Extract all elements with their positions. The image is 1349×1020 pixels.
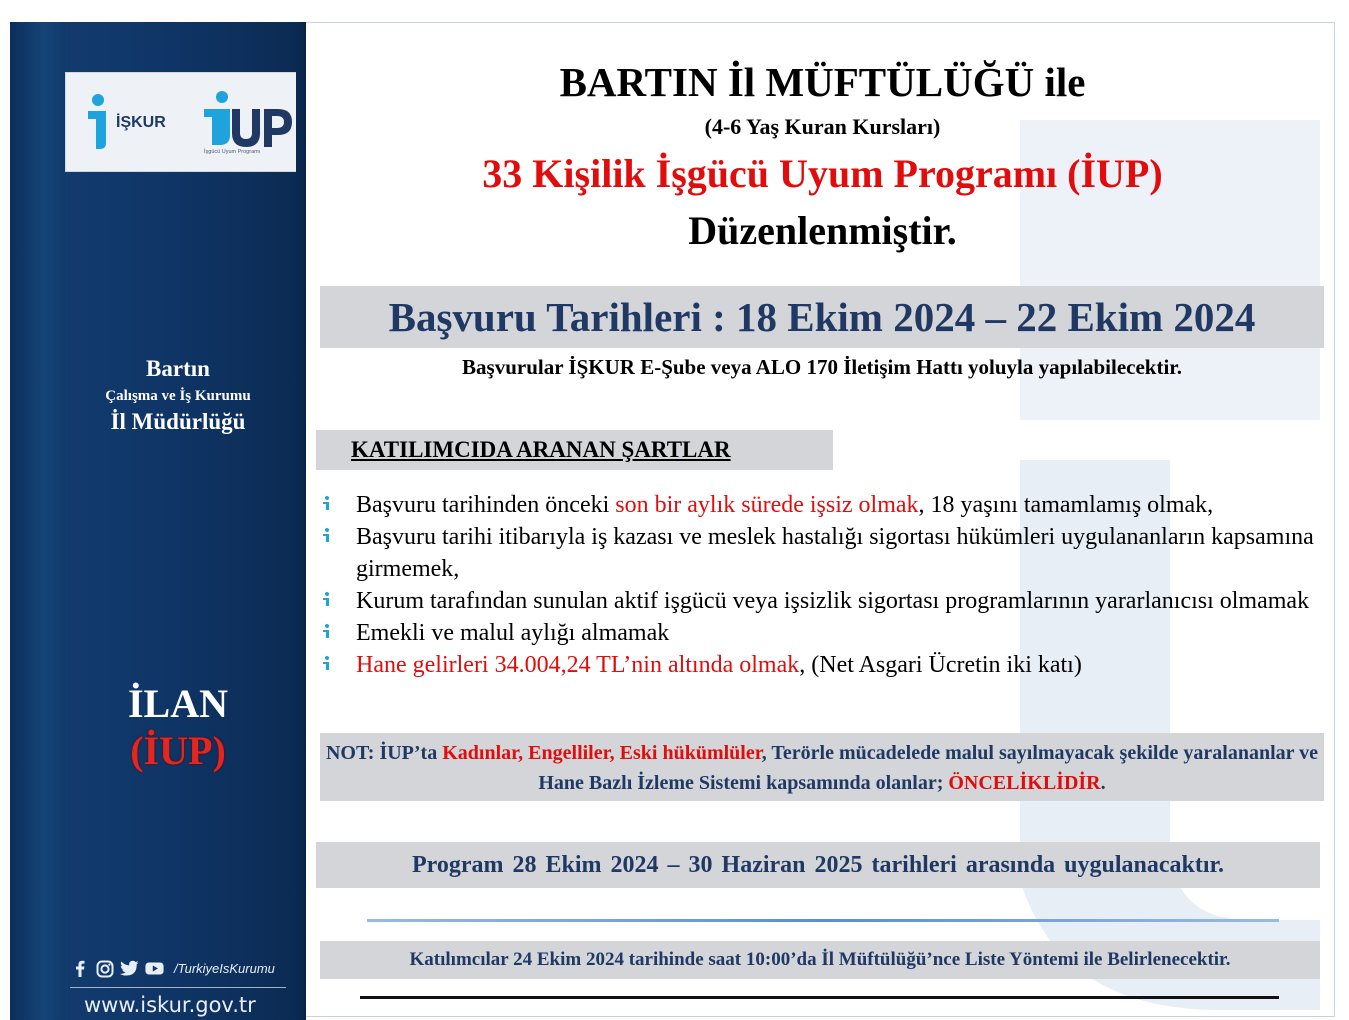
program-dates-bar: Program 28 Ekim 2024 – 30 Haziran 2025 tarihleri arasında uygulanacaktır. <box>316 842 1320 888</box>
application-channel-note: Başvurular İŞKUR E-Şube veya ALO 170 İletişim Hattı yoluyla yapılabilecektir. <box>462 355 1182 379</box>
website-link[interactable]: www.iskur.gov.tr <box>84 993 256 1017</box>
condition-highlight: Hane gelirleri 34.004,24 TL’nin altında olmak <box>356 652 800 678</box>
black-divider <box>360 996 1279 999</box>
bullet-icon <box>320 527 334 545</box>
sidebar-divider <box>70 987 286 988</box>
condition-text: Kurum tarafından sunulan aktif işgücü veya işsizlik sigortası programlarının yararlanıcısı olmamak <box>356 588 1310 614</box>
list-item <box>320 521 1320 585</box>
bullet-icon <box>320 655 334 673</box>
bullet-icon <box>320 591 334 609</box>
condition-text: Başvuru tarihinden önceki <box>356 492 616 518</box>
application-dates-bar: Başvuru Tarihleri : 18 Ekim 2024 – 22 Ekim 2024 <box>320 286 1324 348</box>
organization-name <box>10 356 346 435</box>
org-line-3: İl Müdürlüğü <box>110 409 246 434</box>
svg-text:İşgücü Uyum Programı: İşgücü Uyum Programı <box>204 149 261 155</box>
list-item <box>320 617 1320 649</box>
iup-logo-icon <box>202 89 294 155</box>
list-item <box>320 489 1320 521</box>
logo-panel <box>65 72 301 172</box>
org-line-1: Bartın <box>146 356 210 381</box>
title-line-1: BARTIN İl MÜFTÜLÜĞÜ ile <box>559 59 1086 105</box>
facebook-icon[interactable] <box>70 959 89 978</box>
sidebar <box>10 22 306 1020</box>
twitter-icon[interactable] <box>120 959 139 978</box>
instagram-icon[interactable] <box>95 959 114 978</box>
title-line-2: (4-6 Yaş Kuran Kursları) <box>704 114 941 139</box>
announcement-label <box>10 680 346 774</box>
sidebar-stripe <box>10 22 65 1020</box>
title-line-3: 33 Kişilik İşgücü Uyum Programı (İUP) <box>482 151 1163 196</box>
social-links <box>70 959 275 978</box>
list-item <box>320 649 1320 681</box>
participants-selection-bar: Katılımcılar 24 Ekim 2024 tarihinde saat 10:00’da İl Müftülüğü’nce Liste Yöntemi ile Belirlenecektir. <box>320 941 1320 979</box>
note-suffix: . <box>1100 772 1106 794</box>
note-highlight-priority: ÖNCELİKLİDİR <box>948 772 1101 794</box>
youtube-icon[interactable] <box>145 959 164 978</box>
bullet-icon <box>320 623 334 641</box>
note-middle: , Terörle mücadelede malul sayılmayacak şekilde yaralananlar ve Hane Bazlı İzleme Sistemi kapsamında olanlar; <box>538 742 1319 794</box>
bullet-icon <box>320 495 334 513</box>
condition-text-end: , (Net Asgari Ücretin iki katı) <box>799 652 1082 678</box>
blue-divider <box>367 919 1279 922</box>
list-item <box>320 585 1320 617</box>
condition-highlight: son bir aylık sürede işsiz olmak <box>615 492 919 518</box>
priority-note <box>320 733 1324 801</box>
condition-text: Başvuru tarihi itibarıyla iş kazası ve meslek hastalığı sigortası hükümleri uygulananların kapsamına girmemek, <box>356 524 1314 582</box>
conditions-title: KATILIMCIDA ARANAN ŞARTLAR <box>351 437 731 462</box>
social-handle[interactable]: /TurkiyeIsKurumu <box>174 961 275 976</box>
title-line-4: Düzenlenmiştir. <box>688 208 957 253</box>
conditions-list <box>320 489 1320 681</box>
ilan-title: İLAN <box>127 681 229 726</box>
svg-text:İŞKUR: İŞKUR <box>116 114 166 131</box>
note-highlight-groups: Kadınlar, Engelliler, Eski hükümlüler <box>442 742 762 764</box>
note-prefix: NOT: İUP’ta <box>325 742 443 764</box>
condition-text-end: , 18 yaşını tamamlamış olmak, <box>918 492 1214 518</box>
condition-text: Emekli ve malul aylığı almamak <box>356 620 670 646</box>
iskur-logo-icon <box>76 93 186 151</box>
ilan-subtitle: (İUP) <box>130 728 226 773</box>
org-line-2: Çalışma ve İş Kurumu <box>105 388 251 404</box>
